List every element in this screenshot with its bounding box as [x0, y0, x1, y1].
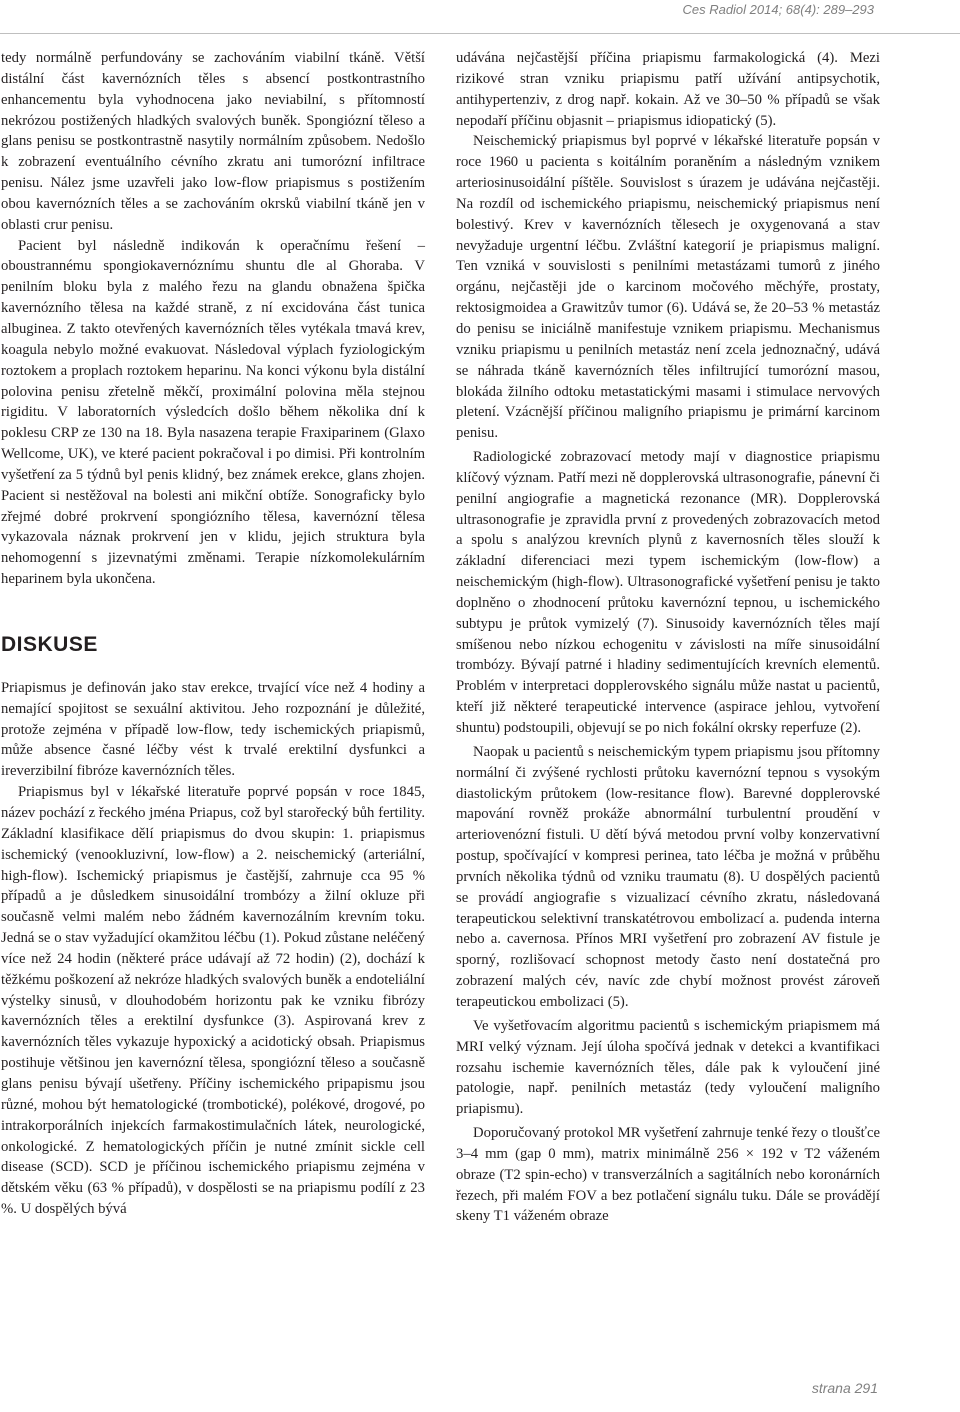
paragraph: tedy normálně perfundovány se zachováním viabilní tkáně. Větší distální část kavernózních těles s absencí postkontrastního enhancementu byla vyhodnocena jako neviabilní, s přítomností nekrózou postižených hladkých svalových buněk. Spongiózní těleso a glans penisu se postkontrastně nasytily normálním způsobem. Nedošlo k zobrazení eventuálního cévního zkratu ani tumorózní infiltrace penisu. Nález jsme uzavřeli jako low-flow priapismus s postižením obou kavernózních těles a se zachováním okrsků viabilní tkáně jen v oblasti crur penisu.: [1, 50, 425, 233]
left-column: [1, 48, 425, 1220]
paragraph: Naopak u pacientů s neischemickým typem priapismu jsou přítomny normální či zvýšené rychlosti průtoku kavernózní tepnou s vysokým diastolickým průtokem (low-resitance flow). Barevné dopplerovské mapování rovněž prokáže abnormální turbulentní proudění v arteriovenózní fistuli. U dětí bývá metodou první volby konzervativní postup, spočívající v kompresi perinea, tato léčba je možná v průběhu prvních několika týdnů od vzniku traumatu (8). U dospělých pacientů se provádí angiografie s vizualizací cévního zkratu, následovaná terapeutickou selektivní transkatétrovou embolizací a. pudenda interna nebo a. cavernosa. Přínos MRI vyšetření pro zobrazení AV fistule je sporný, rozlišovací schopnost metody často není dostatečná pro zobrazení malých cév, navíc zde chybí možnost provést zároveň terapeutickou embolizaci (5).: [456, 743, 880, 1010]
paragraph: Ve vyšetřovacím algoritmu pacientů s ischemickým priapismem má MRI velký význam. Její úloha spočívá jednak v detekci a kvantifikaci rozsahu ischemie kavernózních těles, dále pak k vyloučení jiné patologie, např. penilních metastáz (tedy vyloučení maligního priapismu).: [456, 1017, 880, 1118]
paragraph: Doporučovaný protokol MR vyšetření zahrnuje tenké řezy o tloušťce 3–4 mm (gap 0 mm), matrix minimálně 256 × 192 v T2 váženém obraze (T2 spin-echo) v transverzálních a sagitálních nebo koronárních řezech, při malém FOV a bez potlačení signálu tuku. Dále se provádějí skeny T1 váženém obraze: [456, 1125, 880, 1225]
journal-citation: Ces Radiol 2014; 68(4): 289–293: [682, 2, 874, 17]
section-heading: DISKUSE: [1, 632, 98, 656]
paragraph: Radiologické zobrazovací metody mají v diagnostice priapismu klíčový význam. Patří mezi ně dopplerovská ultrasonografie, pánevní či penilní angiografie a magnetická rezonance (MR). Dopplerovská ultrasonografie je zpravidla první z provedených zobrazovacích metod a spolu s analýzou krevních plynů z kavernosních těles slouží k základní diferenciaci mezi typem ischemickým (low-flow) a neischemickým (high-flow). Ultrasonografické vyšetření penisu je takto doplněno o zhodnocení průtoku kavernózní tepnou, u ischemického subtypu je průtok vymizelý (7). Sinusoidy kavernózních těles mají smíšenou nebo nízkou echogenitu v závislosti na míře sinusoidální trombózy. Bývají patrné i hladiny sedimentujících krevních elementů. Problém v interpretaci dopplerovského signálu může nastat u pacientů, kteří již některé terapeutické intervence (aspirace jehlou, vytvoření shuntu) podstoupili, objevují se po nich fokální okrsky reperfuze (2).: [456, 449, 880, 736]
paragraph: Neischemický priapismus byl poprvé v lékařské literatuře popsán v roce 1960 u pacienta s koitálním poraněním a následným vznikem arteriosinusoidální píštěle. Souvislost s úrazem je udávána nejčastěji. Na rozdíl od ischemického priapismu, neischemický priapismus není bolestivý. Krev v kavernózních tělesech je oxygenovaná a stav nevyžaduje urgentní léčbu. Zvláštní kategorií je priapismus maligní. Ten vzniká v souvislosti s penilními metastázami tumorů z jiného orgánu, nejčastěji jde o karcinom močového měchýře, prostaty, rektosigmoidea a Grawitzův tumor (6). Udává se, že 20–53 % metastáz do penisu se iniciálně manifestuje vznikem priapismu. Mechanismus vzniku priapismu u penilních metastáz není zcela jednoznačný, udává se náhrada tkáně kavernózních těles infiltrující tumorózní masou, blokáda žilního odtoku metastatickými masami i stimulace nervových pletení. Vzácnější příčinou maligního priapismu je primární karcinom penisu.: [456, 133, 880, 442]
paragraph: udávána nejčastější příčina priapismu farmakologická (4). Mezi rizikové stran vzniku priapismu patří užívání antipsychotik, antihypertenziv, z drog např. kokain. Až ve 30–50 % případů se však nepodaří příčinu objasnit – priapismus idiopatický (5).: [456, 50, 880, 129]
page-number: strana 291: [811, 1380, 878, 1396]
paragraph: Pacient byl následně indikován k operačnímu řešení – oboustrannému spongiokavernóznímu shuntu dle al Ghoraba. V penilním bloku byla z malého řezu na glandu obnažena špička kavernózního tělesa na každé straně, z ní excidována část tunica albuginea. Z takto otevřených kavernózních těles vytékala tmavá krev, koagula nebylo možné evakuovat. Následoval výplach fyziologickým roztokem a proplach roztokem heparinu. Na konci výkonu byla distální polovina penisu zřetelně měkčí, proximální polovina měla stejnou rigiditu. V laboratorních výsledcích došlo během několika dní k poklesu CRP ze 130 na 18. Byla nasazena terapie Fraxiparinem (Glaxo Wellcome, UK), ve které pacient pokračoval i po dimisi. Při kontrolním vyšetření za 5 týdnů byl penis klidný, bez známek erekce, glans zhojen. Pacient si nestěžoval na bolesti ani mikční obtíže. Sonograficky bylo zřejmé dobré prokrvení spongiózního tělesa, kavernózní tělesa vykazovala náznak prokrvení jen v klidu, jejich struktura byla nehomogenní s jizevnatými změnami. Terapie nízkomolekulárním heparinem byla ukončena.: [1, 237, 425, 588]
paragraph: Priapismus byl v lékařské literatuře poprvé popsán v roce 1845, název pochází z řeckého jména Priapus, což byl starořecký bůh fertility. Základní klasifikace dělí priapismus do dvou skupin: 1. priapismus ischemický (venookluzivní, low-flow) a 2. neischemický (arteriální, high-flow). Ischemický priapismus je častější, zahrnuje cca 95 % případů a je důsledkem sinusoidální trombózy a žilní okluze při současně velmi malém nebo žádném kavernozálním krevním toku. Jedná se o stav vyžadující okamžitou léčbu (1). Pokud zůstane neléčený více než 24 hodin (některé práce udávají až 72 hodin) (2), dochází k těžkému poškození až nekróze hladkých svalových buněk a endoteliální výstelky sinusů, v dlouhodobém horizontu pak ke vzniku fibrózy kavernózních těles a erektilní dysfunkce (3). Aspirovaná krev z kavernózních těles vykazuje hypoxický a acidotický obsah. Priapismus postihuje většinou jen kavernózní tělesa, spongiózní těleso a současně glans penisu bývají ušetřeny. Příčiny ischemického pripapismu jsou různé, mohou být hematologické (trombotické), polékové, drogové, po intrakorporálních injekcích farmakostimulačních látek, neurologické, onkologické. Z hematologických příčin je nutné zmínit sickle cell disease (SCD). SCD je příčinou ischemického priapismu zejména v dětském věku (63 % případů), v dospělosti se na priapismu podílí z 23 %. U dospělých bývá: [1, 784, 425, 1218]
paragraph: Priapismus je definován jako stav erekce, trvající více než 4 hodiny a nemající spojitost se sexuální aktivitou. Jeho rozpoznání je důležité, protože zejména v případě low-flow, tedy ischemických priapismů, může absence časné léčby vést k trvalé erektilní dysfunkci a ireverzibilní fibróze kavernózních těles.: [1, 679, 425, 780]
right-column: [456, 48, 880, 1227]
running-head: [0, 0, 960, 34]
